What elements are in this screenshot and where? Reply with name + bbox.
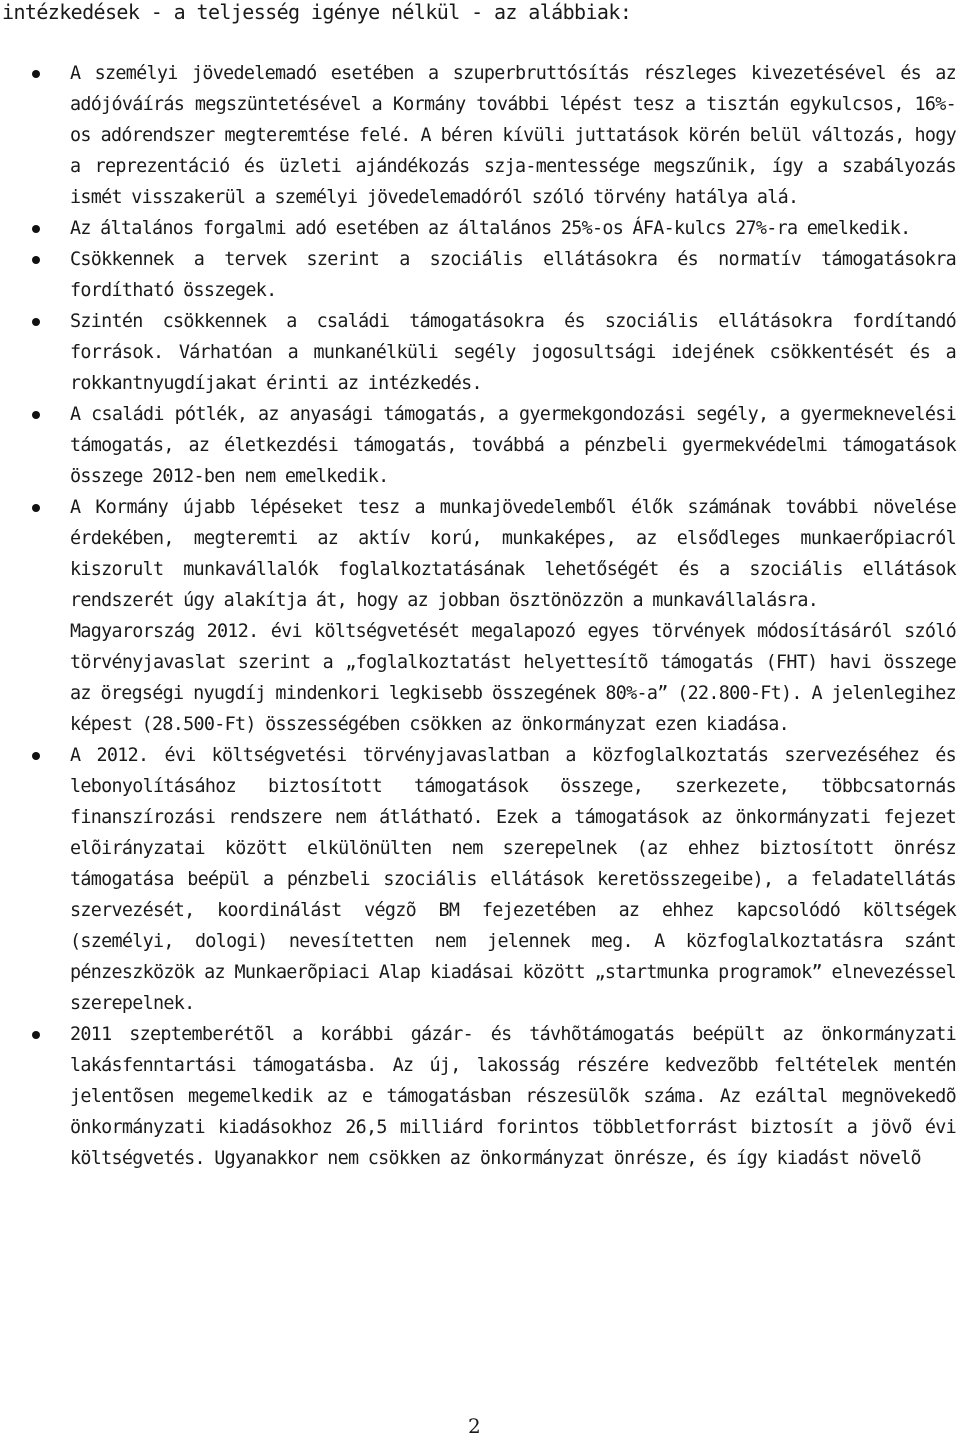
- bullet-text: A családi pótlék, az anyasági támogatás, a gyermekgondozási segély, a gyermeknevelési támogatás, az életkezdési támogatás, továbbá a pénzbeli gyermekvédelmi támogatások összege 2012-ben nem emelkedik.: [70, 404, 956, 487]
- bullet-text: Az általános forgalmi adó esetében az általános 25%-os ÁFA-kulcs 27%-ra emelkedik.: [70, 218, 911, 239]
- bullet-dot-icon: [32, 411, 40, 419]
- page-number: 2: [468, 1414, 481, 1438]
- bullet-item-szja: [0, 58, 960, 213]
- bullet-item-afa: [0, 213, 960, 244]
- intro-line: intézkedések - a teljesség igénye nélkül - az alábbiak:: [2, 0, 632, 24]
- bullet-dot-icon: [32, 225, 40, 233]
- bullet-list: [0, 58, 960, 1174]
- bullet-dot-icon: [32, 256, 40, 264]
- bullet-item-kozfoglalkoztatas: [0, 740, 960, 1019]
- bullet-text: 2011 szeptemberétõl a korábbi gázár- és távhõtámogatás beépült az önkormányzati lakásfenntartási támogatásba. Az új, lakosság részére kedvezõbb feltételek mentén jelentõsen megemelkedik az e támogatásban részesülõk száma. Az ezáltal megnövekedõ önkormányzati kiadásokhoz 26,5 milliárd forintos többletforrást biztosít a jövõ évi költségvetés. Ugyanakkor nem csökken az önkormányzat önrésze, és így kiadást növelõ: [70, 1024, 956, 1169]
- bullet-text: Szintén csökkennek a családi támogatásokra és szociális ellátásokra fordítandó források. Várhatóan a munkanélküli segély jogosultsági idejének csökkentését és a rokkantnyugdíjakat érinti az intézkedés.: [70, 311, 956, 394]
- bullet-item-szocialis-normativ: [0, 244, 960, 306]
- bullet-dot-icon: [32, 1031, 40, 1039]
- bullet-dot-icon: [32, 318, 40, 326]
- bullet-item-munkajovedelem: [0, 492, 960, 740]
- bullet-continuation-text: Magyarország 2012. évi költségvetését megalapozó egyes törvények módosításáról szóló törvényjavaslat szerint a „foglalkoztatást helyettesítõ támogatás (FHT) havi összege az öregségi nyugdíj mindenkori legkisebb összegének 80%-a” (22.800-Ft). A jelenlegihez képest (28.500-Ft) összességében csökken az önkormányzat ezen kiadása.: [70, 621, 956, 735]
- bullet-dot-icon: [32, 504, 40, 512]
- bullet-text: A Kormány újabb lépéseket tesz a munkajövedelemből élők számának további növelése érdekében, megteremti az aktív korú, munkaképes, az elsődleges munkaerőpiacról kiszorult munkavállalók foglalkoztatásának lehetőségét és a szociális ellátások rendszerét úgy alakítja át, hogy az jobban ösztönözzön a munkavállalásra.: [70, 497, 956, 611]
- bullet-item-csaladi-potlek: [0, 399, 960, 492]
- bullet-item-lakasfenntartas: [0, 1019, 960, 1174]
- bullet-dot-icon: [32, 752, 40, 760]
- bullet-item-csaladi-tamogatas: [0, 306, 960, 399]
- bullet-text: A személyi jövedelemadó esetében a szuperbruttósítás részleges kivezetésével és az adójóváírás megszüntetésével a Kormány további lépést tesz a tisztán egykulcsos, 16%-os adórendszer megteremtése felé. A béren kívüli juttatások körén belül változás, hogy a reprezentáció és üzleti ajándékozás szja-mentessége megszűnik, így a szabályozás ismét visszakerül a személyi jövedelemadóról szóló törvény hatálya alá.: [70, 63, 956, 208]
- bullet-dot-icon: [32, 70, 40, 78]
- bullet-text: A 2012. évi költségvetési törvényjavaslatban a közfoglalkoztatás szervezéséhez és lebonyolításához biztosított támogatások összege, szerkezete, többcsatornás finanszírozási rendszere nem átlátható. Ezek a támogatások az önkormányzati fejezet elõirányzatai között elkülönülten nem szerepelnek (az ehhez biztosított önrész támogatása beépül a pénzbeli szociális ellátások keretösszegeibe), a feladatellátás szervezését, koordinálást végzõ BM fejezetében az ehhez kapcsolódó költségek (személyi, dologi) nevesítetten nem jelennek meg. A közfoglalkoztatásra szánt pénzeszközök az Munkaerõpiaci Alap kiadásai között „startmunka programok” elnevezéssel szerepelnek.: [70, 745, 956, 1014]
- bullet-text: Csökkennek a tervek szerint a szociális ellátásokra és normatív támogatásokra fordítható összegek.: [70, 249, 956, 301]
